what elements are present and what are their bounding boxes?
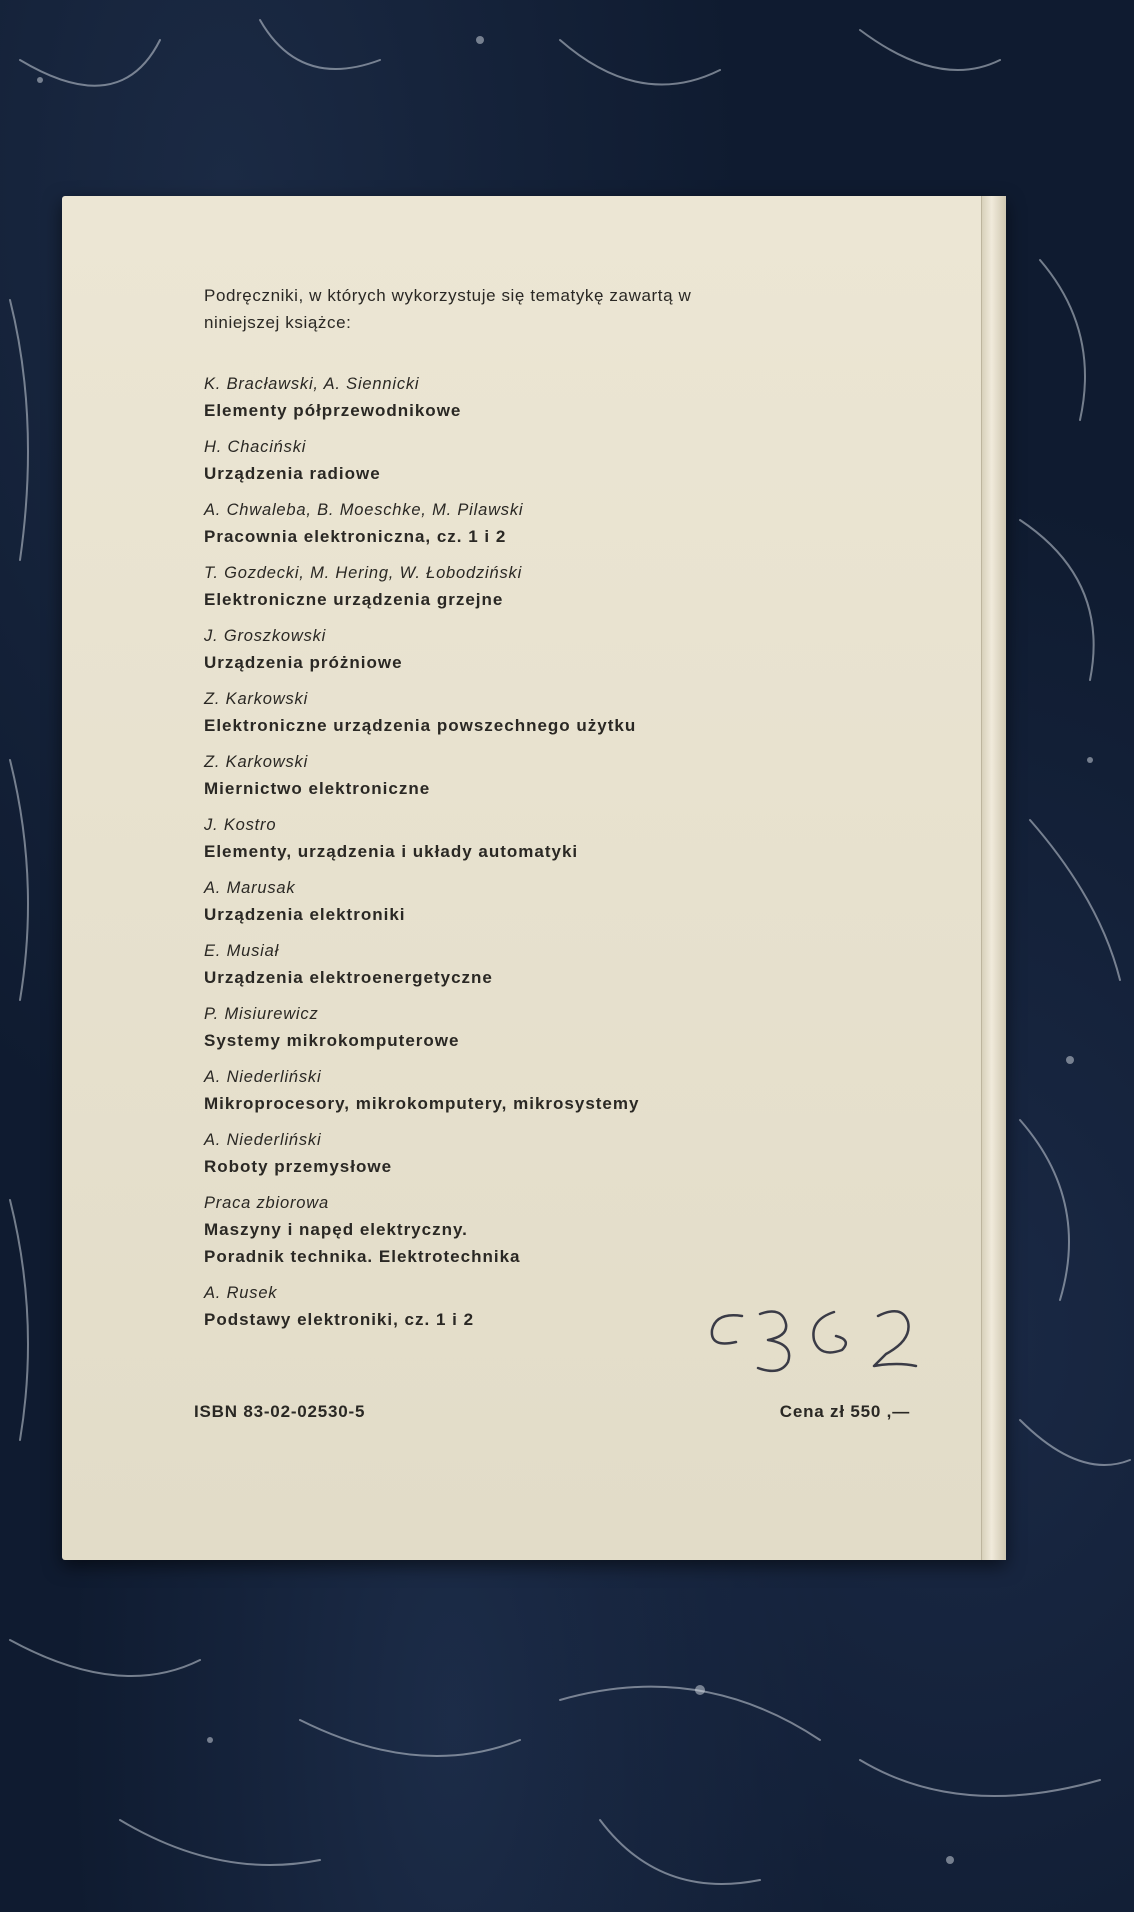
list-item bbox=[204, 1191, 924, 1270]
list-item bbox=[204, 1128, 924, 1180]
list-item bbox=[204, 750, 924, 802]
entry-author: J. Groszkowski bbox=[204, 627, 327, 645]
entry-author: A. Marusak bbox=[204, 879, 296, 897]
book-list bbox=[204, 282, 924, 1344]
list-item bbox=[204, 561, 924, 613]
list-item bbox=[204, 372, 924, 424]
entry-title-second-line: Poradnik technika. Elektrotechnika bbox=[204, 1247, 521, 1266]
entry-author: J. Kostro bbox=[204, 816, 277, 834]
entry-author: A. Chwaleba, B. Moeschke, M. Pilawski bbox=[204, 501, 524, 519]
list-item bbox=[204, 876, 924, 928]
entry-author: E. Musiał bbox=[204, 942, 280, 960]
entry-title: Pracownia elektroniczna, cz. 1 i 2 bbox=[204, 527, 507, 546]
entry-title: Urządzenia radiowe bbox=[204, 464, 381, 483]
intro-text: Podręczniki, w których wykorzystuje się tematykę zawartą w niniejszej książce: bbox=[204, 286, 692, 332]
entry-title: Maszyny i napęd elektryczny. bbox=[204, 1220, 468, 1239]
entry-author: A. Niederliński bbox=[204, 1131, 322, 1149]
isbn-number: ISBN 83-02-02530-5 bbox=[194, 1402, 366, 1421]
entry-author: A. Niederliński bbox=[204, 1068, 322, 1086]
list-item bbox=[204, 435, 924, 487]
entry-title: Elektroniczne urządzenia grzejne bbox=[204, 590, 504, 609]
entry-title: Elementy, urządzenia i układy automatyki bbox=[204, 842, 579, 861]
list-item bbox=[204, 624, 924, 676]
entry-author: Praca zbiorowa bbox=[204, 1194, 329, 1212]
entry-title: Urządzenia elektroenergetyczne bbox=[204, 968, 493, 987]
entry-title: Miernictwo elektroniczne bbox=[204, 779, 431, 798]
entry-title: Urządzenia próżniowe bbox=[204, 653, 403, 672]
book-back-cover bbox=[62, 196, 1006, 1560]
list-item bbox=[204, 1065, 924, 1117]
entry-author: K. Bracławski, A. Siennicki bbox=[204, 375, 420, 393]
list-item bbox=[204, 687, 924, 739]
list-item bbox=[204, 1002, 924, 1054]
price-label: Cena zł 550 ,— bbox=[779, 1402, 910, 1421]
handwritten-note-mark bbox=[702, 1296, 962, 1386]
entry-author: Z. Karkowski bbox=[204, 753, 309, 771]
entry-author: T. Gozdecki, M. Hering, W. Łobodziński bbox=[204, 564, 523, 582]
list-item bbox=[204, 813, 924, 865]
list-item bbox=[204, 939, 924, 991]
entry-title: Mikroprocesory, mikrokomputery, mikrosystemy bbox=[204, 1094, 640, 1113]
entry-title: Elektroniczne urządzenia powszechnego użytku bbox=[204, 716, 637, 735]
entry-author: Z. Karkowski bbox=[204, 690, 309, 708]
entry-title: Elementy półprzewodnikowe bbox=[204, 401, 462, 420]
list-item bbox=[204, 498, 924, 550]
page-edges bbox=[981, 196, 1006, 1560]
entry-author: A. Rusek bbox=[204, 1284, 278, 1302]
entry-author: H. Chaciński bbox=[204, 438, 307, 456]
entry-title: Urządzenia elektroniki bbox=[204, 905, 406, 924]
entry-title: Podstawy elektroniki, cz. 1 i 2 bbox=[204, 1310, 475, 1329]
entry-title: Systemy mikrokomputerowe bbox=[204, 1031, 460, 1050]
entry-author: P. Misiurewicz bbox=[204, 1005, 319, 1023]
entry-title: Roboty przemysłowe bbox=[204, 1157, 393, 1176]
